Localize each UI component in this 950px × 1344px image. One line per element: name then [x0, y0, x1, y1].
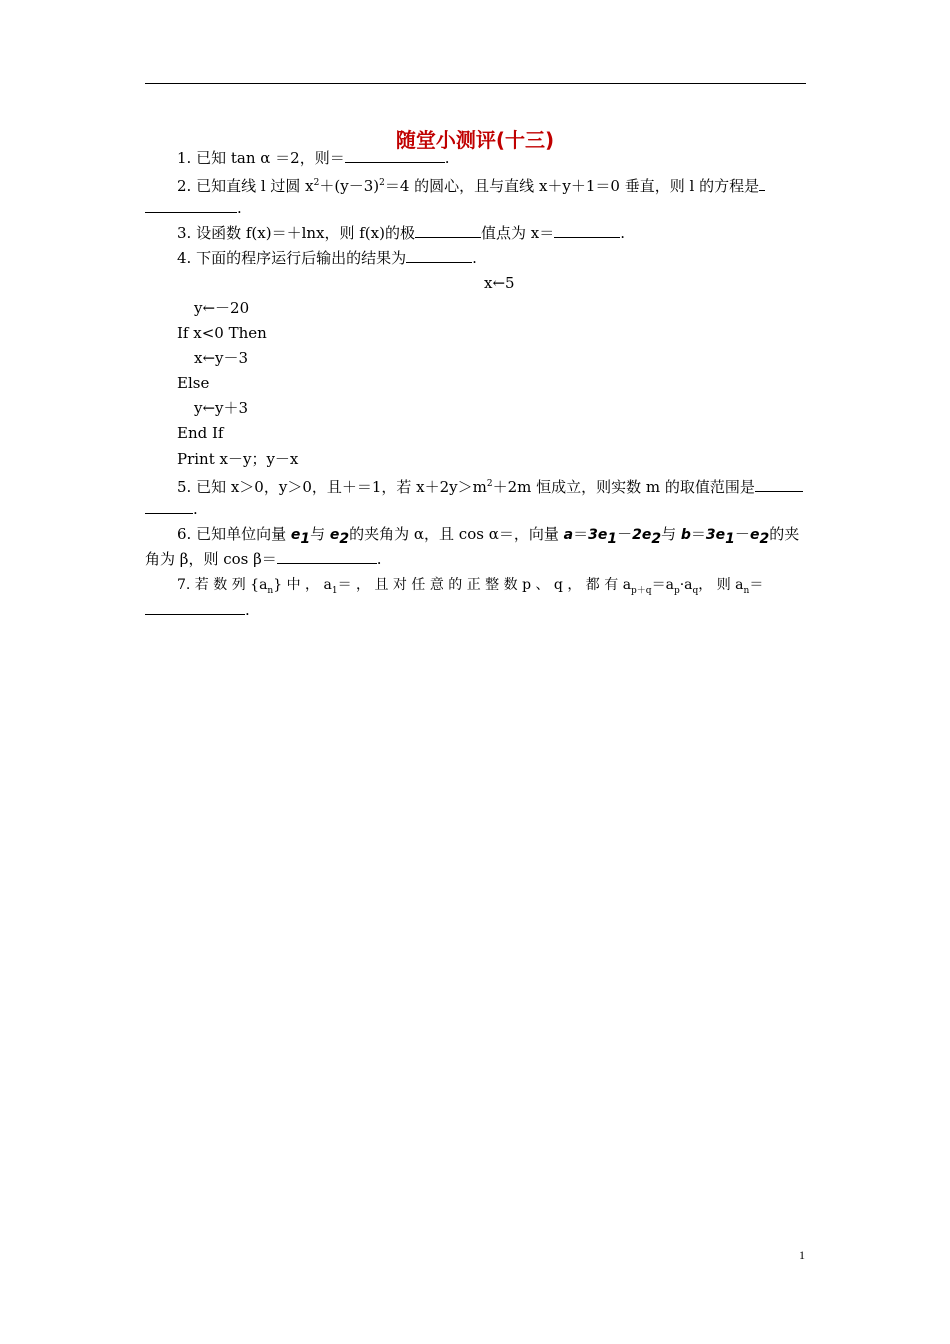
question-6-text: ＝ [690, 525, 706, 543]
code-line: Print x－y；y－x [177, 450, 299, 468]
exponent: 2 [379, 178, 385, 188]
code-line: y←y＋3 [194, 399, 249, 417]
answer-blank [554, 223, 620, 238]
question-6-text: 6. 已知单位向量 [177, 525, 291, 543]
question-1 [177, 148, 449, 168]
question-7-text: ＝a [651, 577, 674, 593]
question-2-text: ＋(y－3) [319, 177, 380, 195]
subscript: p＋q [631, 585, 652, 596]
vector-term: 3e [588, 527, 608, 543]
code-line: x←y－3 [194, 349, 249, 367]
question-6-text: ＝ [573, 525, 589, 543]
question-3-text: 3. 设函数 f(x)＝＋lnx，则 f(x)的极 [177, 224, 415, 242]
question-6-text: － [617, 525, 633, 543]
answer-blank [755, 477, 803, 492]
vector-term: 3e [705, 527, 726, 543]
subscript: 2 [759, 531, 770, 547]
question-6 [177, 524, 799, 549]
question-7-text: } 中 ， a [273, 577, 332, 593]
question-7-text: ， 则 a [698, 577, 744, 593]
answer-blank [759, 176, 765, 191]
question-2-continued [145, 198, 242, 218]
question-2 [177, 173, 765, 196]
answer-blank [406, 248, 472, 263]
answer-blank [145, 600, 245, 615]
period: . [245, 601, 250, 619]
page-title: 随堂小测评(十三) [395, 128, 555, 152]
period: . [237, 199, 242, 217]
question-3 [177, 223, 625, 243]
period: . [620, 224, 625, 242]
subscript: 2 [651, 531, 662, 547]
vector-a: a [563, 527, 574, 543]
answer-blank [345, 148, 445, 163]
question-7-text: ＝ ， 且 对 任 意 的 正 整 数 p 、 q ， 都 有 a [337, 577, 632, 593]
subscript: q [692, 585, 699, 596]
subscript: 1 [725, 531, 735, 547]
vector-term: 2e [632, 527, 652, 543]
subscript: 1 [607, 531, 618, 547]
question-6-text: 的夹角为 α，且 cos α＝，向量 [349, 525, 564, 543]
question-4 [177, 248, 477, 268]
question-6-text: 角为 β，则 cos β＝ [145, 550, 277, 568]
subscript: n [743, 585, 750, 596]
question-5-continued [145, 499, 198, 519]
subscript: p [673, 585, 680, 596]
answer-blank [415, 223, 481, 238]
question-1-text: 1. 已知 tan α ＝2，则＝ [177, 149, 345, 167]
subscript: 2 [339, 531, 350, 547]
question-3-text: 值点为 x＝ [480, 224, 555, 242]
question-5 [177, 474, 803, 497]
vector-e1: e [290, 527, 301, 543]
answer-blank [145, 499, 193, 514]
code-line: End If [177, 424, 224, 442]
code-line: y←－20 [194, 299, 250, 317]
vector-e2: e [329, 527, 340, 543]
vector-term: e [749, 527, 760, 543]
question-6-text: 与 [310, 525, 330, 543]
subscript: n [267, 585, 274, 596]
code-line: x←5 [484, 274, 515, 292]
question-5-text: ＋2m 恒成立，则实数 m 的取值范围是 [492, 478, 755, 496]
exponent: 2 [313, 178, 320, 188]
period: . [472, 249, 477, 267]
subscript: 1 [300, 531, 311, 547]
page-number: 1 [799, 1248, 805, 1262]
question-6-text: 与 [661, 525, 681, 543]
question-7 [177, 575, 763, 601]
answer-blank [277, 549, 377, 564]
question-6-continued [145, 549, 382, 569]
question-7-text: ＝ [749, 577, 764, 593]
question-6-text: － [734, 525, 750, 543]
subscript: 1 [331, 585, 338, 596]
question-4-text: 4. 下面的程序运行后输出的结果为 [177, 249, 407, 267]
vector-b: b [680, 527, 691, 543]
question-6-text: 的夹 [769, 525, 800, 543]
header-rule [145, 83, 806, 84]
answer-blank [145, 198, 237, 213]
period: . [376, 550, 382, 568]
question-2-text: 2. 已知直线 l 过圆 x [177, 177, 314, 195]
question-5-text: 5. 已知 x＞0，y＞0，且＋＝1，若 x＋2y＞m [177, 478, 487, 496]
period: . [193, 500, 198, 518]
question-2-text: ＝4 的圆心，且与直线 x＋y＋1＝0 垂直，则 l 的方程是 [384, 177, 760, 195]
period: . [444, 149, 450, 167]
exponent: 2 [486, 479, 493, 489]
code-line: If x<0 Then [177, 324, 267, 342]
question-7-text: ·a [679, 577, 693, 593]
question-7-continued [145, 600, 250, 620]
code-line: Else [177, 374, 210, 392]
question-7-text: 7. 若 数 列 {a [177, 577, 268, 593]
